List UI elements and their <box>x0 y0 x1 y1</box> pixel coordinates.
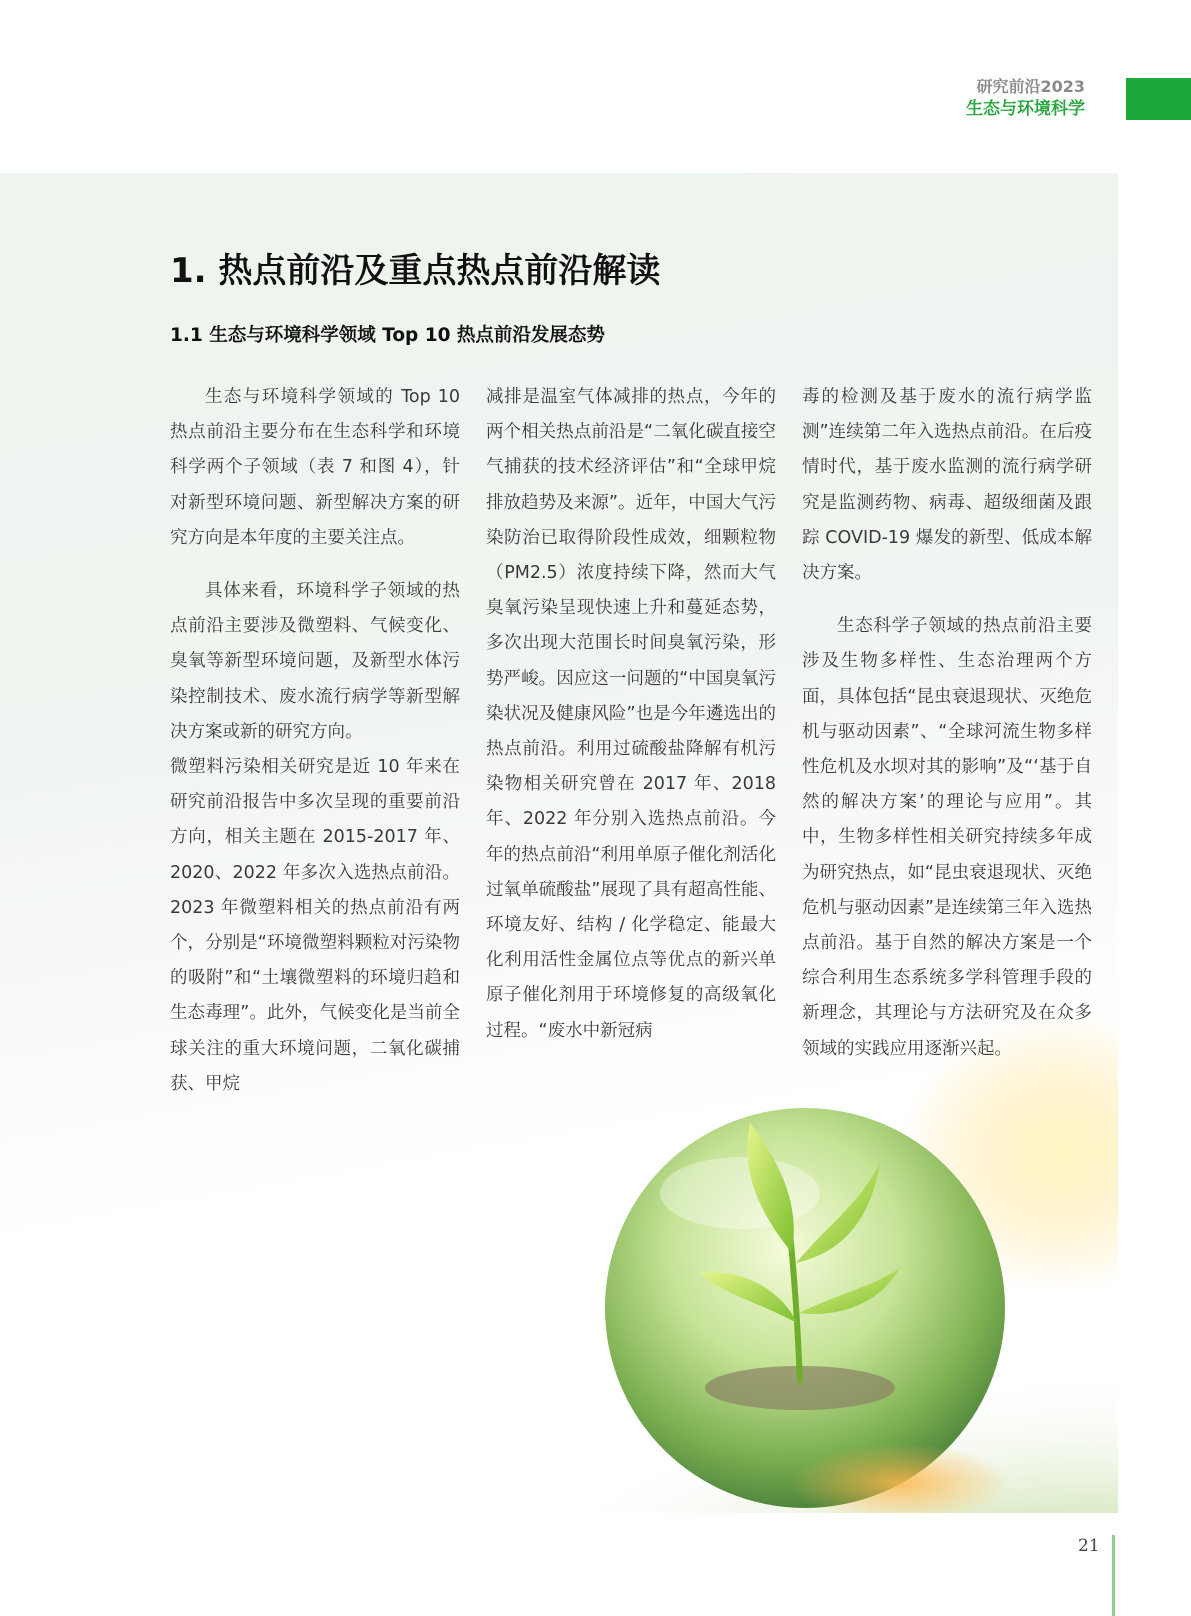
paragraph: 微塑料污染相关研究是近 10 年来在研究前沿报告中多次呈现的重要前沿方向，相关主题在 2015-2017 年、2020、2022 年多次入选热点前沿。2023 年微塑料相关的热点前沿有两个，分别是“环境微塑料颗粒对污染物的吸附”和“土壤微塑料的环境归趋和生态毒理”。此外，气候变化是当前全球关注的重大环境问题，二氧化碳捕获、甲烷 <box>170 757 460 1094</box>
section-title: 生态与环境科学 <box>966 99 1085 119</box>
paragraph: 生态科学子领域的热点前沿主要涉及生物多样性、生态治理两个方面，具体包括“昆虫衰退现状、灭绝危机与驱动因素”、“全球河流生物多样性危机及水坝对其的影响”及“‘基于自然的解决方案’的理论与应用”。其中，生物多样性相关研究持续多年成为研究热点，如“昆虫衰退现状、灭绝危机与驱动因素”是连续第三年入选热点前沿。基于自然的解决方案是一个综合利用生态系统多学科管理手段的新理念，其理论与方法研究及在众多领域的实践应用逐渐兴起。 <box>802 616 1092 1059</box>
text-column-3 <box>802 380 1092 1067</box>
header-accent-block <box>1126 78 1191 120</box>
running-header <box>966 76 1085 120</box>
subsection-heading: 1.1 生态与环境科学领域 Top 10 热点前沿发展态势 <box>170 325 605 346</box>
text-column-2 <box>486 380 776 1049</box>
paragraph: 生态与环境科学领域的 Top 10 热点前沿主要分布在生态科学和环境科学两个子领域（表 7 和图 4），针对新型环境问题、新型解决方案的研究方向是本年度的主要关注点。 <box>170 387 460 548</box>
paragraph: 具体来看，环境科学子领域的热点前沿主要涉及微塑料、气候变化、臭氧等新型环境问题，及新型水体污染控制技术、废水流行病学等新型解决方案或新的研究方向。 <box>170 581 460 742</box>
paragraph: 减排是温室气体减排的热点，今年的两个相关热点前沿是“二氧化碳直接空气捕获的技术经济评估”和“全球甲烷排放趋势及来源”。近年，中国大气污染防治已取得阶段性成效，细颗粒物（PM2.5）浓度持续下降，然而大气臭氧污染呈现快速上升和蔓延态势，多次出现大范围长时间臭氧污染，形势严峻。因应这一问题的“中国臭氧污染状况及健康风险”也是今年遴选出的热点前沿。利用过硫酸盐降解有机污染物相关研究曾在 2017 年、2018 年、2022 年分别入选热点前沿。今年的热点前沿“利用单原子催化剂活化过氧单硫酸盐”展现了具有超高性能、环境友好、结构 / 化学稳定、能最大化利用活性金属位点等优点的新兴单原子催化剂用于环境修复的高级氧化过程。“废水中新冠病 <box>486 387 776 1041</box>
page-rule <box>1112 1535 1115 1616</box>
paragraph: 毒的检测及基于废水的流行病学监测”连续第二年入选热点前沿。在后疫情时代，基于废水监测的流行病学研究是监测药物、病毒、超级细菌及跟踪 COVID-19 爆发的新型、低成本解决方案。 <box>802 387 1092 584</box>
section-heading: 1. 热点前沿及重点热点前沿解读 <box>170 251 661 291</box>
page-number: 21 <box>1078 1536 1100 1556</box>
text-column-1 <box>170 380 460 1102</box>
report-title: 研究前沿2023 <box>976 77 1085 96</box>
